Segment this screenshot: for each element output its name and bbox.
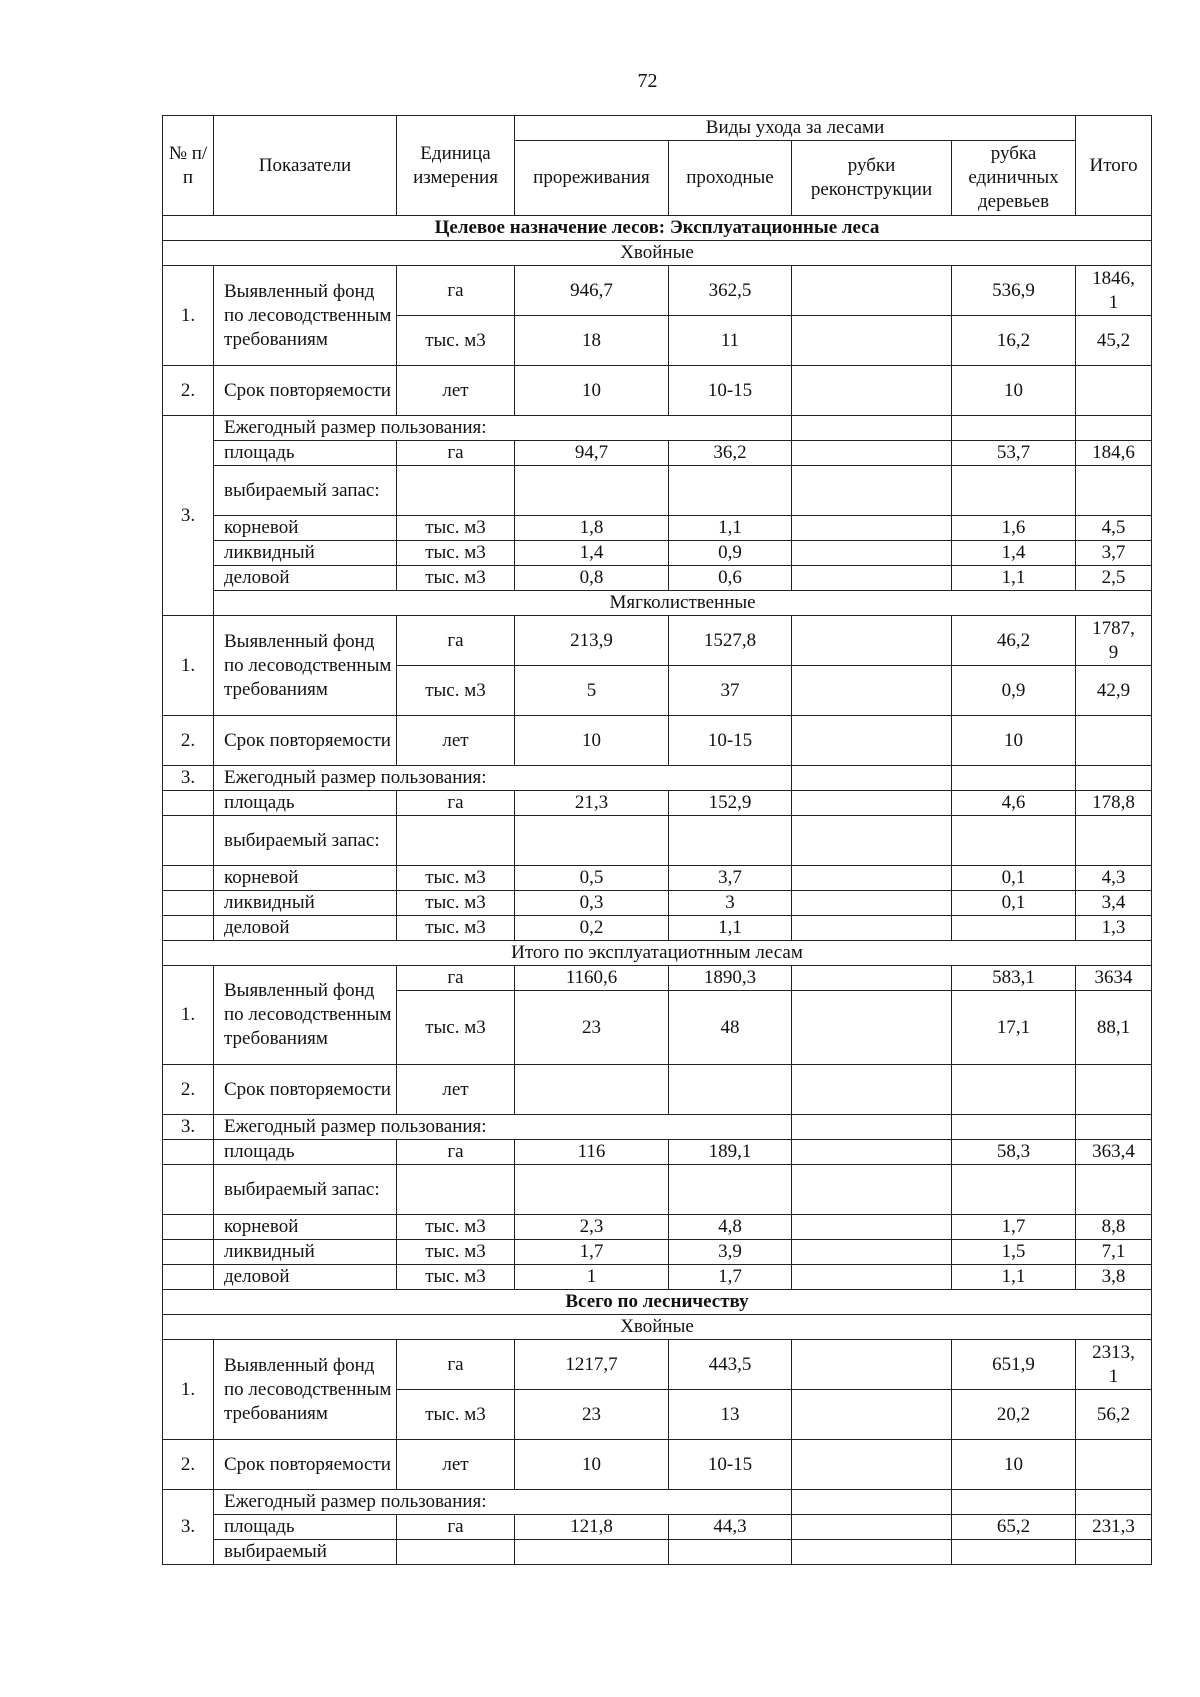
value-cell: [792, 1540, 952, 1565]
unit-cell: лет: [397, 366, 515, 416]
value-cell: 0,2: [515, 916, 669, 941]
table-row: [163, 1490, 1152, 1515]
subsection-row: [163, 591, 1152, 616]
header-unit: Единица измерения: [397, 116, 515, 216]
table-row: [163, 866, 1152, 891]
row-label: ликвидный: [214, 1240, 397, 1265]
value-cell: [792, 1390, 952, 1440]
value-cell: 178,8: [1076, 791, 1152, 816]
value-cell: 0,9: [952, 666, 1076, 716]
value-cell: [792, 1140, 952, 1165]
unit-cell: тыс. м3: [397, 991, 515, 1065]
value-cell: 48: [669, 991, 792, 1065]
header-total: Итого: [1076, 116, 1152, 216]
subsection-row: [163, 241, 1152, 266]
unit-cell: тыс. м3: [397, 1390, 515, 1440]
unit-cell: га: [397, 1140, 515, 1165]
value-cell: [792, 566, 952, 591]
value-cell: 88,1: [1076, 991, 1152, 1065]
table-row: [163, 891, 1152, 916]
value-cell: 2313, 1: [1076, 1340, 1152, 1390]
value-cell: [1076, 1115, 1152, 1140]
row-label: ликвидный: [214, 891, 397, 916]
value-cell: 45,2: [1076, 316, 1152, 366]
row-label: Выявленный фонд по лесоводственным требованиям: [214, 966, 397, 1065]
value-cell: [952, 916, 1076, 941]
value-cell: [515, 1065, 669, 1115]
table-row: [163, 1440, 1152, 1490]
value-cell: 3,8: [1076, 1265, 1152, 1290]
value-cell: [669, 466, 792, 516]
table-row: [163, 416, 1152, 441]
value-cell: 58,3: [952, 1140, 1076, 1165]
row-number: 1.: [163, 616, 214, 716]
value-cell: [515, 1540, 669, 1565]
header-single-trees: рубка единичных деревьев: [952, 141, 1076, 216]
unit-cell: тыс. м3: [397, 1240, 515, 1265]
header-row: [163, 116, 1152, 141]
unit-cell: га: [397, 266, 515, 316]
value-cell: 44,3: [669, 1515, 792, 1540]
subsection-title: Итого по эксплуатациотнным лесам: [163, 941, 1152, 966]
row-number: 1.: [163, 1340, 214, 1440]
value-cell: 3,4: [1076, 891, 1152, 916]
value-cell: 1,1: [952, 566, 1076, 591]
value-cell: [669, 1165, 792, 1215]
value-cell: 0,9: [669, 541, 792, 566]
value-cell: [1076, 416, 1152, 441]
value-cell: [792, 1490, 952, 1515]
value-cell: 1,7: [515, 1240, 669, 1265]
row-number: [163, 1265, 214, 1290]
value-cell: 20,2: [952, 1390, 1076, 1440]
value-cell: [792, 616, 952, 666]
unit-cell: тыс. м3: [397, 666, 515, 716]
section-title: Всего по лесничеству: [163, 1290, 1152, 1315]
unit-cell: [397, 1165, 515, 1215]
subsection-title: Хвойные: [163, 1315, 1152, 1340]
value-cell: 1,5: [952, 1240, 1076, 1265]
value-cell: 1,6: [952, 516, 1076, 541]
table-row: [163, 466, 1152, 516]
table-row: [163, 916, 1152, 941]
value-cell: 184,6: [1076, 441, 1152, 466]
row-label: площадь: [214, 1515, 397, 1540]
row-label: ликвидный: [214, 541, 397, 566]
unit-cell: тыс. м3: [397, 516, 515, 541]
value-cell: [792, 441, 952, 466]
table-row: [163, 766, 1152, 791]
value-cell: [1076, 1540, 1152, 1565]
value-cell: 1160,6: [515, 966, 669, 991]
value-cell: [1076, 1065, 1152, 1115]
row-number: 2.: [163, 716, 214, 766]
page-number: 72: [637, 70, 658, 92]
value-cell: [1076, 716, 1152, 766]
value-cell: 362,5: [669, 266, 792, 316]
table-row: [163, 1140, 1152, 1165]
value-cell: [792, 1215, 952, 1240]
value-cell: 4,6: [952, 791, 1076, 816]
row-label: выбираемый запас:: [214, 1165, 397, 1215]
value-cell: [792, 666, 952, 716]
row-number: [163, 1215, 214, 1240]
row-number: 2.: [163, 1440, 214, 1490]
value-cell: [792, 1265, 952, 1290]
value-cell: 0,1: [952, 866, 1076, 891]
value-cell: 10: [515, 366, 669, 416]
value-cell: 10: [952, 716, 1076, 766]
value-cell: 1787, 9: [1076, 616, 1152, 666]
row-number: 3.: [163, 1115, 214, 1140]
value-cell: 536,9: [952, 266, 1076, 316]
value-cell: 42,9: [1076, 666, 1152, 716]
value-cell: [792, 541, 952, 566]
value-cell: [515, 1165, 669, 1215]
value-cell: 3,7: [1076, 541, 1152, 566]
value-cell: 36,2: [669, 441, 792, 466]
value-cell: [669, 816, 792, 866]
value-cell: 21,3: [515, 791, 669, 816]
value-cell: [792, 716, 952, 766]
value-cell: 1890,3: [669, 966, 792, 991]
header-indicator: Показатели: [214, 116, 397, 216]
value-cell: 13: [669, 1390, 792, 1440]
header-thinning: прореживания: [515, 141, 669, 216]
row-label: корневой: [214, 516, 397, 541]
value-cell: 4,8: [669, 1215, 792, 1240]
value-cell: 1527,8: [669, 616, 792, 666]
value-cell: 116: [515, 1140, 669, 1165]
value-cell: 94,7: [515, 441, 669, 466]
value-cell: 443,5: [669, 1340, 792, 1390]
value-cell: [952, 416, 1076, 441]
value-cell: [792, 266, 952, 316]
value-cell: 0,6: [669, 566, 792, 591]
header-passage: проходные: [669, 141, 792, 216]
value-cell: 23: [515, 991, 669, 1065]
value-cell: 3,7: [669, 866, 792, 891]
row-label: Срок повторяемости: [214, 366, 397, 416]
row-number: [163, 816, 214, 866]
row-label: Срок повторяемости: [214, 1065, 397, 1115]
value-cell: [952, 766, 1076, 791]
value-cell: 65,2: [952, 1515, 1076, 1540]
value-cell: [792, 1515, 952, 1540]
table-row: [163, 816, 1152, 866]
row-number: 1.: [163, 966, 214, 1065]
unit-cell: [397, 1540, 515, 1565]
value-cell: 18: [515, 316, 669, 366]
row-number: [163, 1165, 214, 1215]
row-number: [163, 791, 214, 816]
value-cell: 10: [515, 1440, 669, 1490]
unit-cell: тыс. м3: [397, 866, 515, 891]
row-number: 3.: [163, 416, 214, 616]
value-cell: 11: [669, 316, 792, 366]
value-cell: 5: [515, 666, 669, 716]
value-cell: 53,7: [952, 441, 1076, 466]
value-cell: [792, 416, 952, 441]
table-row: [163, 541, 1152, 566]
value-cell: 23: [515, 1390, 669, 1440]
value-cell: [952, 1115, 1076, 1140]
row-label: Выявленный фонд по лесоводственным требованиям: [214, 616, 397, 716]
value-cell: 1,3: [1076, 916, 1152, 941]
value-cell: 7,1: [1076, 1240, 1152, 1265]
row-label: Срок повторяемости: [214, 1440, 397, 1490]
value-cell: 37: [669, 666, 792, 716]
value-cell: [792, 1165, 952, 1215]
subsection-title: Мягколиственные: [214, 591, 1152, 616]
value-cell: [952, 1165, 1076, 1215]
value-cell: [952, 1490, 1076, 1515]
row-label: корневой: [214, 866, 397, 891]
table-row: [163, 266, 1152, 316]
header-num: № п/п: [163, 116, 214, 216]
section-row: [163, 1290, 1152, 1315]
unit-cell: тыс. м3: [397, 566, 515, 591]
value-cell: 121,8: [515, 1515, 669, 1540]
value-cell: 17,1: [952, 991, 1076, 1065]
table-row: [163, 441, 1152, 466]
value-cell: 152,9: [669, 791, 792, 816]
value-cell: 946,7: [515, 266, 669, 316]
table-row: [163, 716, 1152, 766]
unit-cell: га: [397, 966, 515, 991]
value-cell: 1,1: [669, 516, 792, 541]
unit-cell: га: [397, 441, 515, 466]
value-cell: [952, 1540, 1076, 1565]
row-label: выбираемый запас:: [214, 466, 397, 516]
value-cell: 1,1: [952, 1265, 1076, 1290]
unit-cell: га: [397, 1340, 515, 1390]
row-label: Ежегодный размер пользования:: [214, 1490, 792, 1515]
value-cell: 10-15: [669, 366, 792, 416]
value-cell: [669, 1065, 792, 1115]
value-cell: [792, 466, 952, 516]
value-cell: 10: [952, 366, 1076, 416]
value-cell: [669, 1540, 792, 1565]
value-cell: [1076, 466, 1152, 516]
unit-cell: тыс. м3: [397, 1265, 515, 1290]
table-row: [163, 1340, 1152, 1390]
table-row: [163, 1115, 1152, 1140]
table-row: [163, 1165, 1152, 1215]
subsection-row: [163, 1315, 1152, 1340]
value-cell: 213,9: [515, 616, 669, 666]
row-label: площадь: [214, 441, 397, 466]
unit-cell: га: [397, 616, 515, 666]
value-cell: 1,1: [669, 916, 792, 941]
table-row: [163, 1265, 1152, 1290]
value-cell: 651,9: [952, 1340, 1076, 1390]
value-cell: [792, 1115, 952, 1140]
value-cell: 10: [952, 1440, 1076, 1490]
row-label: выбираемый запас:: [214, 816, 397, 866]
value-cell: 1217,7: [515, 1340, 669, 1390]
header-reconstruction: рубки реконструкции: [792, 141, 952, 216]
value-cell: 189,1: [669, 1140, 792, 1165]
value-cell: 3634: [1076, 966, 1152, 991]
value-cell: [792, 1340, 952, 1390]
value-cell: 0,1: [952, 891, 1076, 916]
row-number: [163, 891, 214, 916]
table-row: [163, 1515, 1152, 1540]
row-label: Ежегодный размер пользования:: [214, 416, 792, 441]
value-cell: 1,8: [515, 516, 669, 541]
value-cell: 231,3: [1076, 1515, 1152, 1540]
value-cell: 1,4: [515, 541, 669, 566]
value-cell: 1,7: [952, 1215, 1076, 1240]
value-cell: [792, 966, 952, 991]
row-number: 2.: [163, 366, 214, 416]
table-row: [163, 566, 1152, 591]
row-label: площадь: [214, 1140, 397, 1165]
value-cell: 3: [669, 891, 792, 916]
value-cell: [1076, 1490, 1152, 1515]
value-cell: 0,3: [515, 891, 669, 916]
row-label: Выявленный фонд по лесоводственным требованиям: [214, 266, 397, 366]
row-number: 3.: [163, 1490, 214, 1565]
row-label: Ежегодный размер пользования:: [214, 1115, 792, 1140]
value-cell: 2,3: [515, 1215, 669, 1240]
header-care-types: Виды ухода за лесами: [515, 116, 1076, 141]
unit-cell: лет: [397, 716, 515, 766]
value-cell: [792, 1440, 952, 1490]
row-label: площадь: [214, 791, 397, 816]
value-cell: 10-15: [669, 716, 792, 766]
value-cell: [515, 816, 669, 866]
row-number: 2.: [163, 1065, 214, 1115]
row-number: [163, 1240, 214, 1265]
table-row: [163, 1540, 1152, 1565]
value-cell: 1,4: [952, 541, 1076, 566]
value-cell: 10: [515, 716, 669, 766]
value-cell: [792, 316, 952, 366]
row-number: 3.: [163, 766, 214, 791]
value-cell: 2,5: [1076, 566, 1152, 591]
unit-cell: га: [397, 791, 515, 816]
section-row: [163, 216, 1152, 241]
unit-cell: тыс. м3: [397, 891, 515, 916]
value-cell: 1,7: [669, 1265, 792, 1290]
unit-cell: тыс. м3: [397, 1215, 515, 1240]
table-row: [163, 966, 1152, 991]
value-cell: 1: [515, 1265, 669, 1290]
unit-cell: лет: [397, 1065, 515, 1115]
value-cell: 56,2: [1076, 1390, 1152, 1440]
row-label: выбираемый: [214, 1540, 397, 1565]
value-cell: [792, 791, 952, 816]
row-label: деловой: [214, 566, 397, 591]
table-row: [163, 791, 1152, 816]
row-label: Выявленный фонд по лесоводственным требованиям: [214, 1340, 397, 1440]
value-cell: [515, 466, 669, 516]
value-cell: [1076, 1440, 1152, 1490]
value-cell: [792, 1240, 952, 1265]
row-number: [163, 1140, 214, 1165]
table-row: [163, 366, 1152, 416]
value-cell: 1846, 1: [1076, 266, 1152, 316]
value-cell: 4,5: [1076, 516, 1152, 541]
row-number: 1.: [163, 266, 214, 366]
row-label: Срок повторяемости: [214, 716, 397, 766]
unit-cell: га: [397, 1515, 515, 1540]
row-label: деловой: [214, 1265, 397, 1290]
value-cell: 0,8: [515, 566, 669, 591]
unit-cell: лет: [397, 1440, 515, 1490]
section-title: Целевое назначение лесов: Эксплуатационные леса: [163, 216, 1152, 241]
value-cell: [1076, 766, 1152, 791]
value-cell: 8,8: [1076, 1215, 1152, 1240]
value-cell: 363,4: [1076, 1140, 1152, 1165]
value-cell: [792, 991, 952, 1065]
value-cell: 46,2: [952, 616, 1076, 666]
unit-cell: [397, 466, 515, 516]
row-number: [163, 866, 214, 891]
value-cell: 0,5: [515, 866, 669, 891]
value-cell: [792, 516, 952, 541]
value-cell: [792, 366, 952, 416]
table-row: [163, 1065, 1152, 1115]
value-cell: [952, 816, 1076, 866]
value-cell: [952, 466, 1076, 516]
value-cell: 16,2: [952, 316, 1076, 366]
value-cell: 583,1: [952, 966, 1076, 991]
value-cell: [952, 1065, 1076, 1115]
row-number: [163, 916, 214, 941]
table-row: [163, 1240, 1152, 1265]
row-label: Ежегодный размер пользования:: [214, 766, 792, 791]
value-cell: [792, 816, 952, 866]
value-cell: [792, 1065, 952, 1115]
row-label: деловой: [214, 916, 397, 941]
value-cell: [1076, 1165, 1152, 1215]
value-cell: 4,3: [1076, 866, 1152, 891]
unit-cell: тыс. м3: [397, 316, 515, 366]
table-row: [163, 516, 1152, 541]
subsection-title: Хвойные: [163, 241, 1152, 266]
value-cell: [792, 866, 952, 891]
subsection-row: [163, 941, 1152, 966]
value-cell: 10-15: [669, 1440, 792, 1490]
row-label: корневой: [214, 1215, 397, 1240]
value-cell: [792, 766, 952, 791]
unit-cell: тыс. м3: [397, 916, 515, 941]
forest-care-table: [162, 115, 1152, 1565]
value-cell: [1076, 366, 1152, 416]
value-cell: [792, 891, 952, 916]
table-row: [163, 1215, 1152, 1240]
unit-cell: тыс. м3: [397, 541, 515, 566]
value-cell: [792, 916, 952, 941]
table-row: [163, 616, 1152, 666]
unit-cell: [397, 816, 515, 866]
value-cell: 3,9: [669, 1240, 792, 1265]
value-cell: [1076, 816, 1152, 866]
